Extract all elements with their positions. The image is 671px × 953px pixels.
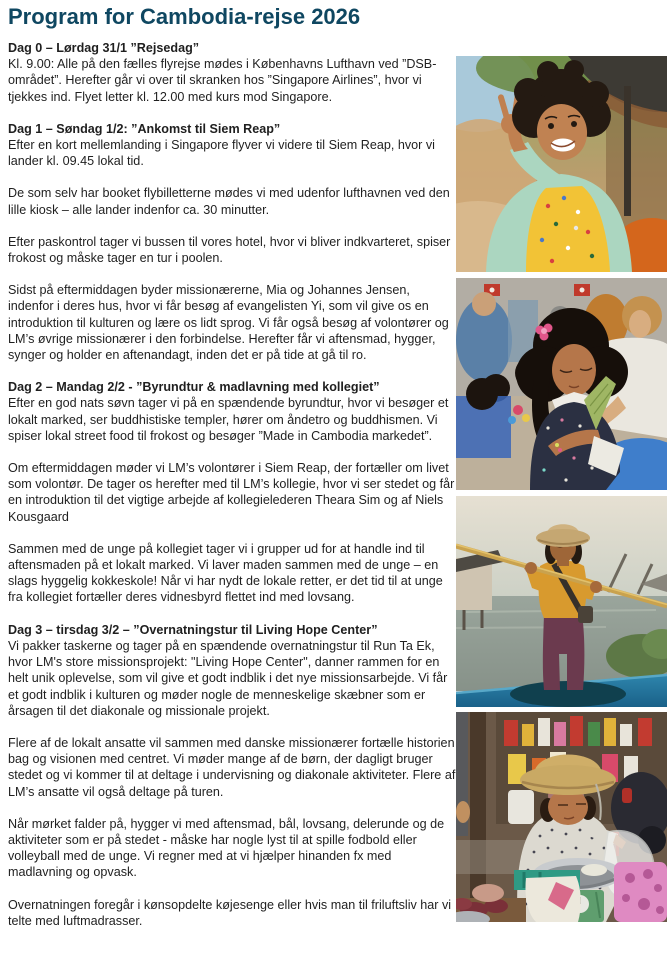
section-heading-dag-0: Dag 0 – Lørdag 31/1 ”Rejsedag” <box>8 41 200 55</box>
paragraph: Efter en kort mellemlanding i Singapore flyver vi videre til Siem Reap, hvor vi lander kl. 09.45 lokal tid. <box>8 138 435 169</box>
paragraph: Sammen med de unge på kollegiet tager vi i grupper ud for at handle ind til aftensmaden på et lokalt marked. Vi laver maden sammen med de unge – en slags hyggelig kokkeskole! Når vi har nydt de lokale retter, er det tid til at unge fra kollegiet fortæller deres vidnesbyrd flettet ind med lovsang. <box>8 541 443 605</box>
section-heading-dag-2: Dag 2 – Mandag 2/2 - ”Byrundtur & madlavning med kollegiet” <box>8 380 380 395</box>
paragraph: Når mørket falder på, hygger vi med aftensmad, bål, lovsang, delerunde og de aktiviteter som er på stedet - måske har nogle lyst til at spille fodbold eller volleyball med de unge. Vi regner med at vi hjælper hinanden fx med madlavning og opvask. <box>8 816 445 880</box>
photo-market-vendor <box>456 712 667 922</box>
section-dag-0 <box>8 40 458 105</box>
paragraph: Vi pakker taskerne og tager på en spændende overnatningstur til Run Ta Ek, hvor LM's store missionsprojekt: "Living Hope Center", danner rammen for en helt unik oplevelse, som vil give et godt indblik i det nye missionsarbejde. Vi får et godt indblik i kulturen og møder nogle de menneskelige skæbner som er årsagen til det diakonale og missionale projekt. <box>8 638 448 718</box>
photo-woman-rowing-boat <box>456 496 667 707</box>
paragraph: Sidst på eftermiddagen byder missionærerne, Mia og Johannes Jensen, indenfor i deres hus, hvor vi får besøg af evangelisten Yi, som vil give os en introduktion til kulturen og lære os lidt sprog. Vi får også besøg af volontører og LM’s øvrige missionærer i den forbindelse. Herefter får vi aftensmad, hygger, synger og holder en aftenandagt, inden det er på tide at gå til ro. <box>8 283 449 363</box>
paragraph: Flere af de lokalt ansatte vil sammen med danske missionærer fortælle historien bag og visionen med centret. Vi møder mange af de børn, der dagligt bruger stedet og vi kommer til at deltage i undervisning og diakonale aktiviteter. Flere af LM’s ansatte vil også deltage på turen. <box>8 735 456 799</box>
paragraph: Overnatningen foregår i kønsopdelte køjesenge eller hvis man til friluftsliv har vi telte med luftmadrasser. <box>8 897 452 928</box>
photo-market-vendor-image <box>456 712 667 922</box>
page-title: Program for Cambodia-rejse 2026 <box>8 4 361 29</box>
paragraph: Efter paskontrol tager vi bussen til vores hotel, hvor vi bliver indkvarteret, spiser frokost og måske tager en tur i poolen. <box>8 234 451 266</box>
paragraph: De som selv har booket flybilletterne mødes vi med udenfor lufthavnen ved den lille kiosk – alle lander indenfor ca. 30 minutter. <box>8 186 450 217</box>
section-heading-dag-1: Dag 1 – Søndag 1/2: ”Ankomst til Siem Reap” <box>8 121 281 136</box>
photo-girl-flower-clip <box>456 278 667 490</box>
paragraph: Efter en god nats søvn tager vi på en spændende byrundtur, hvor vi besøger et lokalt marked, ser buddhistiske templer, hører om åndetro og buddhismen. Vi spiser lokal street food til frokost og besøger ”Made in Cambodia markedet”. <box>8 396 449 443</box>
section-dag-3 <box>8 622 458 929</box>
paragraph: Kl. 9.00: Alle på den fælles flyrejse mødes i Københavns Lufthavn ved ”DSB-området”. Herefter går vi over til skranken hos ”Singapore Airlines”, hvor vi tjekkes ind. Flyet letter kl. 12.00 med kurs mod Singapore. <box>8 57 437 104</box>
section-dag-2 <box>8 379 458 605</box>
photo-woman-rowing-boat-image <box>456 496 667 707</box>
section-heading-dag-3: Dag 3 – tirsdag 3/2 – ”Overnatningstur til Living Hope Center” <box>8 622 378 637</box>
photo-girl-flower-clip-image <box>456 278 667 490</box>
photo-girl-peace-sign <box>456 56 667 272</box>
section-dag-1 <box>8 121 458 363</box>
photo-girl-peace-sign-image <box>456 56 667 272</box>
paragraph: Om eftermiddagen møder vi LM’s volontører i Siem Reap, der fortæller om livet som volontør. De tager os herefter med til LM’s kollegie, hvor vi ser stedet og får en introduktion til det vigtige arbejde af kollegielederen Theara Sim og af Niels Kousgaard <box>8 461 455 524</box>
text-column <box>8 3 458 945</box>
